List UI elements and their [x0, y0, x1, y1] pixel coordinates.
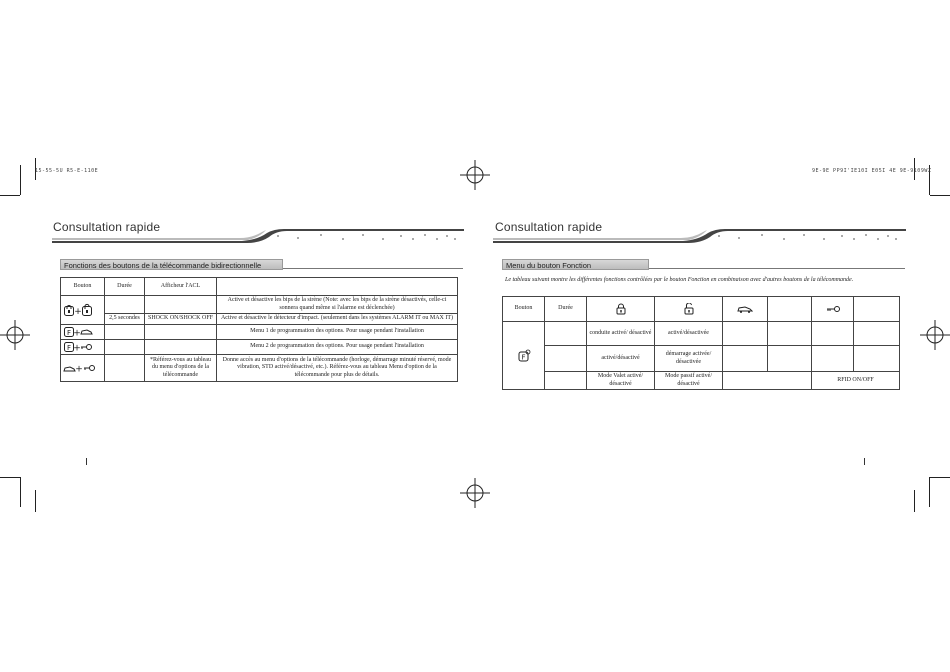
- unlock-function-value: activé/désactivée: [655, 322, 723, 346]
- crop-mark: [914, 490, 915, 512]
- title-swoosh-decoration: [493, 229, 906, 243]
- table-row: [61, 314, 458, 325]
- button-functions-table: [60, 277, 458, 382]
- header-duree: Durée: [545, 297, 587, 322]
- registration-target-icon: [460, 478, 490, 508]
- car-plus-key-icon: [61, 355, 105, 382]
- crop-mark: [35, 490, 36, 512]
- print-slug: 15-55-5U R5-E-110E: [35, 168, 99, 174]
- svg-text:F: F: [520, 353, 526, 361]
- header-bouton: Bouton: [503, 297, 545, 322]
- key-function-value: RFID ON/OFF: [812, 372, 900, 390]
- crop-mark: [20, 477, 21, 507]
- page-mark: [864, 458, 865, 465]
- registration-target-icon: [920, 320, 950, 350]
- row-description: Menu 2 de programmation des options. Pour usage pendant l'installation: [217, 340, 458, 355]
- lock-function-value: activé/désactivé: [587, 346, 655, 372]
- lock-icon: [587, 297, 655, 322]
- header-afficheur: Afficheur l'ACL: [145, 278, 217, 296]
- registration-target-icon: [0, 320, 30, 350]
- section-bar: Fonctions des boutons de la télécommande bidirectionnelle: [60, 259, 283, 270]
- key-icon: [812, 297, 854, 322]
- function-menu-table: [502, 296, 900, 390]
- unlock-icon: [655, 297, 723, 322]
- section-bar-rule: [649, 268, 905, 269]
- lock-plus-unlock-icon: [61, 296, 105, 325]
- header-bouton: Bouton: [61, 278, 105, 296]
- row-description: Donne accès au menu d'options de la télécommande (horloge, démarrage minuté réservé, mode vibration, STD activé/désactivé, etc.). Référez-vous au tableau Menu d'option de la télécommande pour plus de détails.: [217, 355, 458, 382]
- crop-mark: [20, 165, 21, 195]
- table-row: [61, 355, 458, 382]
- header-duree: Durée: [105, 278, 145, 296]
- svg-text:+: +: [73, 343, 81, 353]
- lock-function-value: Mode Valet activé/ désactivé: [587, 372, 655, 390]
- table-row: [61, 340, 458, 355]
- table-row: [61, 325, 458, 340]
- crop-mark: [0, 195, 20, 196]
- svg-text:F: F: [66, 329, 72, 337]
- crop-mark: [930, 195, 950, 196]
- table-row: [61, 296, 458, 314]
- svg-text:+: +: [75, 364, 83, 374]
- unlock-function-value: Mode passif activé/ désactivé: [655, 372, 723, 390]
- duration-value: 2,5 secondes: [105, 314, 145, 325]
- registration-target-icon: [460, 160, 490, 190]
- display-value: SHOCK ON/SHOCK OFF: [145, 314, 217, 325]
- display-value: *Référez-vous au tableau du menu d'options de la télécommande: [145, 355, 217, 382]
- svg-text:F: F: [66, 344, 72, 352]
- section-bar: Menu du bouton Fonction: [502, 259, 649, 270]
- page-title: Consultation rapide: [53, 220, 161, 234]
- page-mark: [86, 458, 87, 465]
- unlock-function-value: démarrage activée/ désactivée: [655, 346, 723, 372]
- function-button-icon: [503, 322, 545, 390]
- crop-mark: [930, 477, 950, 478]
- title-swoosh-decoration: [52, 229, 464, 243]
- print-slug: 9E-9E PP9I'IE10I E05I 4E 9E-9109WZ: [812, 168, 932, 174]
- row-description: Menu 1 de programmation des options. Pour usage pendant l'installation: [217, 325, 458, 340]
- f-plus-key-icon: [61, 340, 105, 355]
- crop-mark: [929, 477, 930, 507]
- section-bar-rule: [283, 268, 463, 269]
- row-description: Active et désactive le détecteur d'impact. (seulement dans les systèmes ALARM IT ou MAX IT): [217, 314, 458, 325]
- table-row: [503, 346, 900, 372]
- svg-text:+: +: [73, 328, 81, 338]
- lock-function-value: conduite activé/ désactivé: [587, 322, 655, 346]
- svg-text:+: +: [74, 307, 82, 317]
- row-description: Active et désactive les bips de la sirène (Note: avec les bips de la sirène désactivés, celle-ci sonnera quand même si l'alarme est déclenchée): [217, 296, 458, 314]
- header-description: [217, 278, 458, 296]
- page-title: Consultation rapide: [495, 220, 603, 234]
- crop-mark: [0, 477, 20, 478]
- f-plus-car-icon: [61, 325, 105, 340]
- car-icon: [723, 297, 768, 322]
- intro-text: Le tableau suivant montre les différentes fonctions contrôlées par le bouton Fonction en combinaison avec d'autres boutons de la télécommande.: [505, 277, 854, 283]
- table-row: [503, 322, 900, 346]
- table-row: [503, 372, 900, 390]
